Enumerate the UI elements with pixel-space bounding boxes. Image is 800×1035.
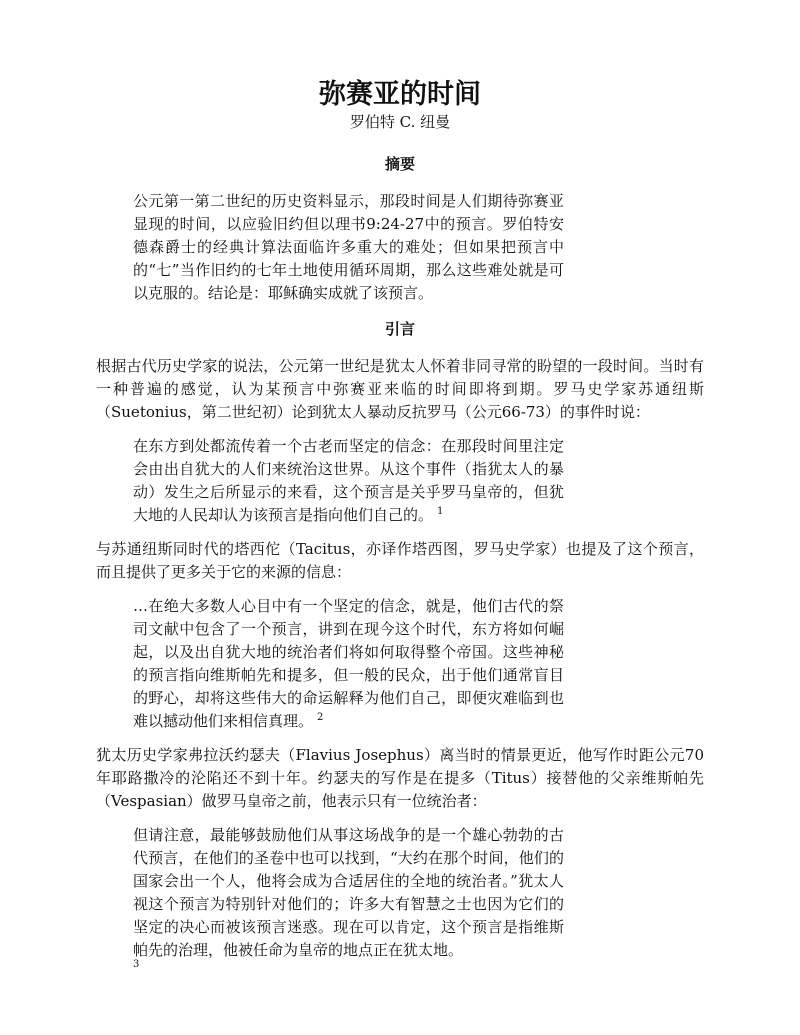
block-quote-tacitus bbox=[133, 595, 564, 733]
author-line: 罗伯特 C. 纽曼 bbox=[349, 113, 451, 131]
intro-paragraph-1: 根据古代历史学家的说法，公元第一世纪是犹太人怀着非同寻常的盼望的一段时间。当时有一种普遍的感觉，认为某预言中弥赛亚来临的时间即将到期。罗马史学家苏通纽斯（Suetonius，第二世纪初）论到犹太人暴动反抗罗马（公元66-73）的事件时说： bbox=[96, 357, 704, 421]
intro-paragraph-2: 与苏通纽斯同时代的塔西佗（Tacitus，亦译作塔西图，罗马史学家）也提及了这个预言，而且提供了更多关于它的来源的信息： bbox=[96, 540, 704, 581]
paper-title: 弥赛亚的时间 bbox=[319, 79, 481, 110]
footnote-ref-1[interactable]: 1 bbox=[437, 506, 444, 517]
abstract-heading: 摘要 bbox=[384, 155, 415, 173]
footnote-ref-3[interactable]: 3 bbox=[133, 959, 140, 970]
block-quote-josephus bbox=[133, 824, 564, 962]
quote-text: …在绝大多数人心目中有一个坚定的信念，就是，他们古代的祭司文献中包含了一个预言，讲到在现今这个时代，东方将如何崛起，以及出自犹大地的统治者们将如何取得整个帝国。这些神秘的预言指向维斯帕先和提多，但一般的民众，出于他们通常盲目的野心，却将这些伟大的命运解释为他们自己，即便灾难临到也难以撼动他们来相信真理。 bbox=[133, 597, 564, 730]
intro-paragraph-3: 犹太历史学家弗拉沃约瑟夫（Flavius Josephus）离当时的情景更近，他写作时距公元70年耶路撒冷的沦陷还不到十年。约瑟夫的写作是在提多（Titus）接替他的父亲维斯帕先（Vespasian）做罗马皇帝之前，他表示只有一位统治者： bbox=[96, 746, 704, 810]
quote-text: 但请注意，最能够鼓励他们从事这场战争的是一个雄心勃勃的古代预言，在他们的圣卷中也可以找到，“大约在那个时间，他们的国家会出一个人，他将会成为合适居住的全地的统治者。”犹太人视这个预言为特别针对他们的；许多大有智慧之士也因为它们的坚定的决心而被该预言迷惑。现在可以肯定，这个预言是指维斯帕先的治理，他被任命为皇帝的地点正在犹太地。 bbox=[133, 826, 564, 959]
block-quote-suetonius bbox=[133, 435, 564, 527]
quote-text: 在东方到处都流传着一个古老而坚定的信念：在那段时间里注定会由出自犹大的人们来统治这世界。从这个事件（指犹太人的暴动）发生之后所显示的来看，这个预言是关乎罗马皇帝的，但犹大地的人民却认为该预言是指向他们自己的。 bbox=[133, 437, 564, 524]
footnote-ref-2[interactable]: 2 bbox=[317, 712, 324, 723]
abstract-text: 公元第一第二世纪的历史资料显示，那段时间是人们期待弥赛亚显现的时间，以应验旧约但以理书9:24-27中的预言。罗伯特安德森爵士的经典计算法面临许多重大的难处；但如果把预言中的“七”当作旧约的七年土地使用循环周期，那么这些难处就是可以克服的。结论是：耶稣确实成就了该预言。 bbox=[133, 192, 564, 302]
intro-heading: 引言 bbox=[384, 320, 415, 338]
